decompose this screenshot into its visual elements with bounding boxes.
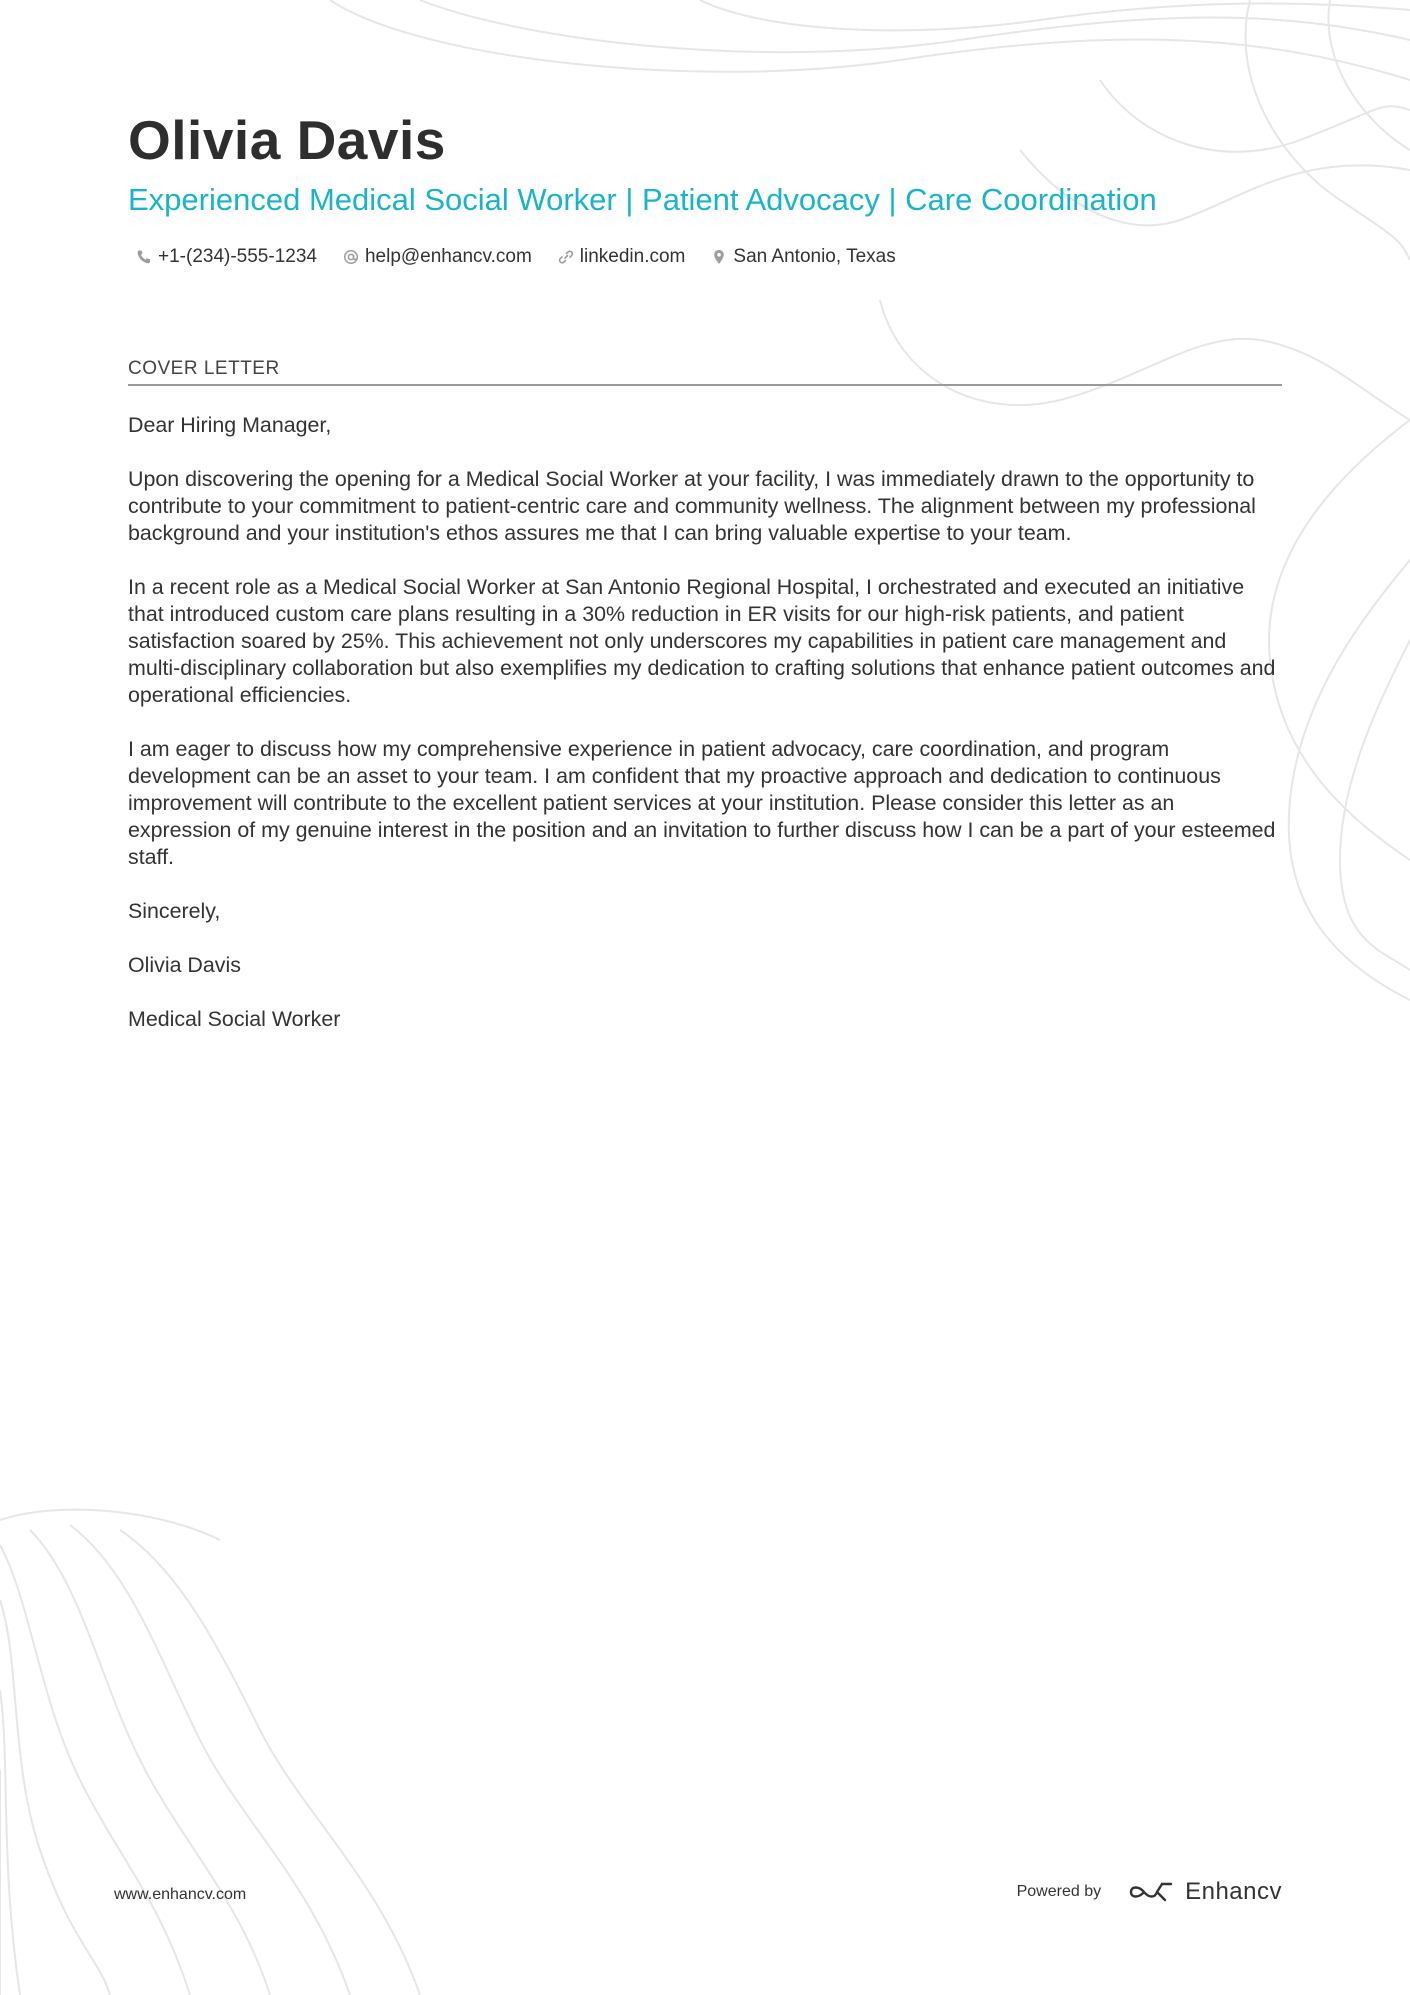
contact-phone-text: +1-(234)-555-1234 (158, 246, 317, 267)
footer-branding (1017, 1878, 1282, 1906)
signature-name: Olivia Davis (128, 953, 241, 977)
link-icon (558, 249, 574, 265)
letter-paragraph: I am eager to discuss how my comprehensive experience in patient advocacy, care coordination, and program development can be an asset to your team. I am confident that my proactive approach and dedication to continuous improvement will contribute to the excellent patient services at your institution. Please consider this letter as an expression of my genuine interest in the position and an invitation to further discuss how I can be a part of your esteemed staff. (128, 737, 1276, 869)
location-pin-icon (711, 249, 727, 265)
section-title-cover-letter: COVER LETTER (128, 358, 1282, 386)
contact-linkedin-text: linkedin.com (579, 246, 686, 267)
letter-greeting: Dear Hiring Manager, (128, 413, 332, 437)
contact-phone[interactable] (136, 246, 317, 268)
candidate-headline: Experienced Medical Social Worker | Patient Advocacy | Care Coordination (128, 182, 1157, 217)
contact-bar (136, 246, 896, 268)
letter-paragraph: In a recent role as a Medical Social Worker at San Antonio Regional Hospital, I orchestrated and executed an initiative that introduced custom care plans resulting in a 30% reduction in ER visits for our high-risk patients, and patient satisfaction soared by 25%. This achievement not only underscores my capabilities in patient care management and multi-disciplinary collaboration but also exemplifies my dedication to crafting solutions that enhance patient outcomes and operational efficiencies. (128, 575, 1276, 707)
enhancv-logo[interactable] (1127, 1878, 1282, 1906)
candidate-name: Olivia Davis (128, 109, 446, 171)
contact-email-text: help@enhancv.com (364, 246, 532, 267)
letter-paragraph: Upon discovering the opening for a Medical Social Worker at your facility, I was immediately drawn to the opportunity to contribute to your commitment to patient-centric care and community wellness. The alignment between my professional background and your institution's ethos assures me that I can bring valuable expertise to your team. (128, 467, 1256, 545)
phone-icon (136, 249, 152, 265)
contact-email[interactable] (343, 246, 532, 268)
brand-name: Enhancv (1185, 1878, 1282, 1905)
enhancv-logo-icon (1127, 1880, 1173, 1904)
at-icon (343, 249, 359, 265)
letter-closing: Sincerely, (128, 899, 221, 923)
contact-linkedin[interactable] (558, 246, 686, 268)
signature-title: Medical Social Worker (128, 1007, 341, 1031)
contact-location (711, 246, 895, 268)
cover-letter-body (128, 412, 1282, 1060)
footer-website-link[interactable]: www.enhancv.com (114, 1886, 247, 1903)
powered-by-label: Powered by (1016, 1883, 1102, 1900)
contact-location-text: San Antonio, Texas (733, 246, 896, 267)
